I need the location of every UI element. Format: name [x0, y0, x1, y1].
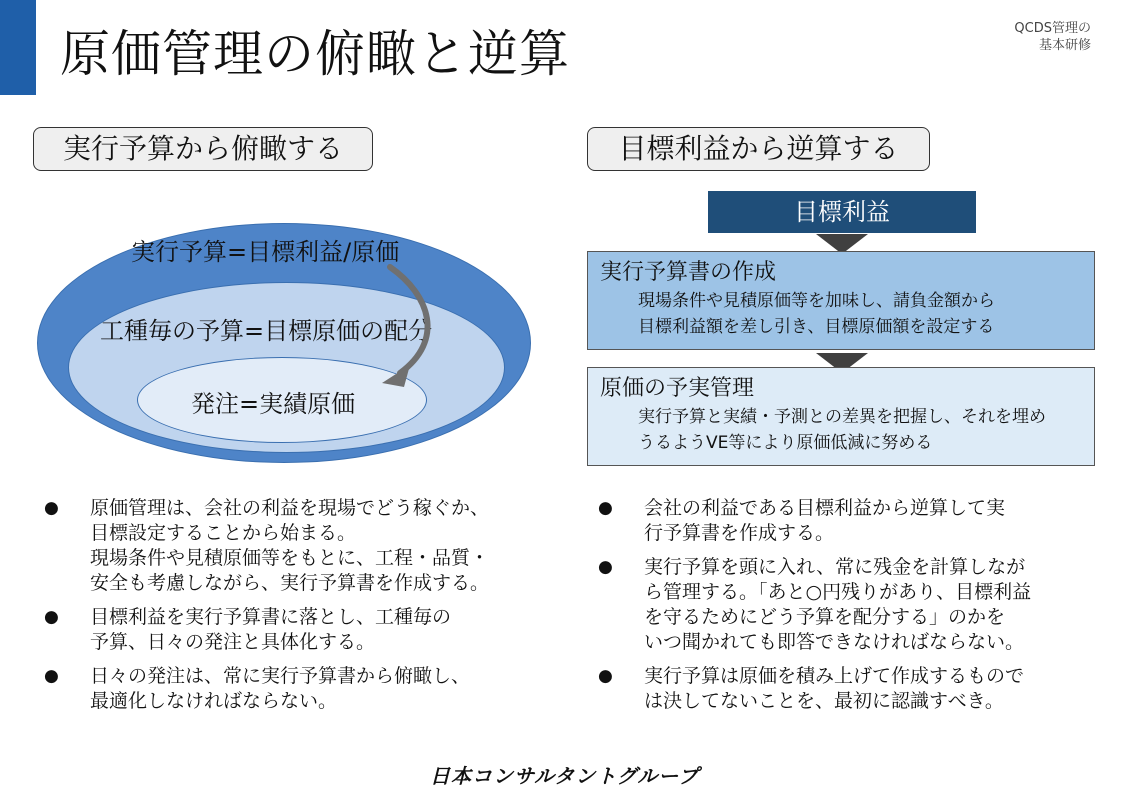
course-label-line: QCDS管理の [1014, 21, 1091, 36]
course-label [1014, 20, 1091, 54]
left-section-heading: 実行予算から俯瞰する [33, 127, 373, 171]
bullet-icon: ● [598, 498, 613, 518]
list-item [598, 496, 1098, 546]
bullet-text: 最適化しなければならない。 [90, 690, 338, 712]
bullet-text: いつ聞かれても即答できなければならない。 [644, 631, 1025, 653]
bullet-text: 安全も考慮しながら、実行予算書を作成する。 [90, 572, 490, 594]
inner-ellipse-label: 発注=実績原価 [191, 390, 356, 418]
bullet-text: 目標設定することから始まる。 [90, 522, 357, 544]
bullet-text: ら管理する。「あと○円残りがあり、目標利益 [644, 581, 1032, 603]
bullet-text: 予算、日々の発注と具体化する。 [90, 631, 376, 653]
step-desc: うるようVE等により原価低減に努める [638, 433, 933, 453]
bullet-icon: ● [44, 498, 59, 518]
bullet-text: は決してないことを、最初に認識すべき。 [644, 690, 1004, 712]
list-item [598, 664, 1098, 714]
outer-ellipse-label: 実行予算=目標利益/原価 [131, 238, 400, 266]
bullet-icon: ● [598, 557, 613, 577]
budget-step-box [587, 251, 1095, 350]
bullet-text: 実行予算は原価を積み上げて作成するもので [644, 665, 1025, 687]
accent-bar [0, 0, 36, 95]
course-label-line: 基本研修 [1038, 38, 1091, 53]
right-section-heading: 目標利益から逆算する [587, 127, 930, 171]
goal-box: 目標利益 [708, 191, 976, 233]
bullet-icon: ● [44, 607, 59, 627]
middle-ellipse-label: 工種毎の予算=目標原価の配分 [100, 317, 433, 345]
step-title: 原価の予実管理 [600, 376, 755, 401]
list-item [44, 664, 544, 714]
step-desc: 目標利益額を差し引き、目標原価額を設定する [638, 317, 995, 337]
list-item [44, 496, 544, 596]
curved-arrow-icon [370, 255, 450, 395]
control-step-box [587, 367, 1095, 466]
bullet-text: 実行予算を頭に入れ、常に残金を計算しなが [644, 556, 1026, 578]
bullet-text: 日々の発注は、常に実行予算書から俯瞰し、 [90, 665, 471, 687]
bullet-text: 現場条件や見積原価等をもとに、工程・品質・ [90, 547, 490, 569]
bullet-text: 原価管理は、会社の利益を現場でどう稼ぐか、 [90, 497, 490, 519]
list-item [44, 605, 544, 655]
company-logo: 日本コンサルタントグループ [430, 764, 700, 788]
bullet-text: を守るためにどう予算を配分する」のかを [644, 606, 1006, 628]
left-bullet-list [44, 496, 544, 723]
step-desc: 実行予算と実績・予測との差異を把握し、それを埋め [638, 407, 1046, 427]
bullet-text: 行予算書を作成する。 [644, 522, 835, 544]
step-desc: 現場条件や見積原価等を加味し、請負金額から [638, 291, 995, 311]
bullet-text: 会社の利益である目標利益から逆算して実 [644, 497, 1006, 519]
list-item [598, 555, 1098, 655]
step-title: 実行予算書の作成 [600, 260, 777, 285]
right-bullet-list [598, 496, 1098, 723]
bullet-icon: ● [598, 666, 613, 686]
page-title: 原価管理の俯瞰と逆算 [60, 25, 570, 83]
bullet-text: 目標利益を実行予算書に落とし、工種毎の [90, 606, 452, 628]
bullet-icon: ● [44, 666, 59, 686]
